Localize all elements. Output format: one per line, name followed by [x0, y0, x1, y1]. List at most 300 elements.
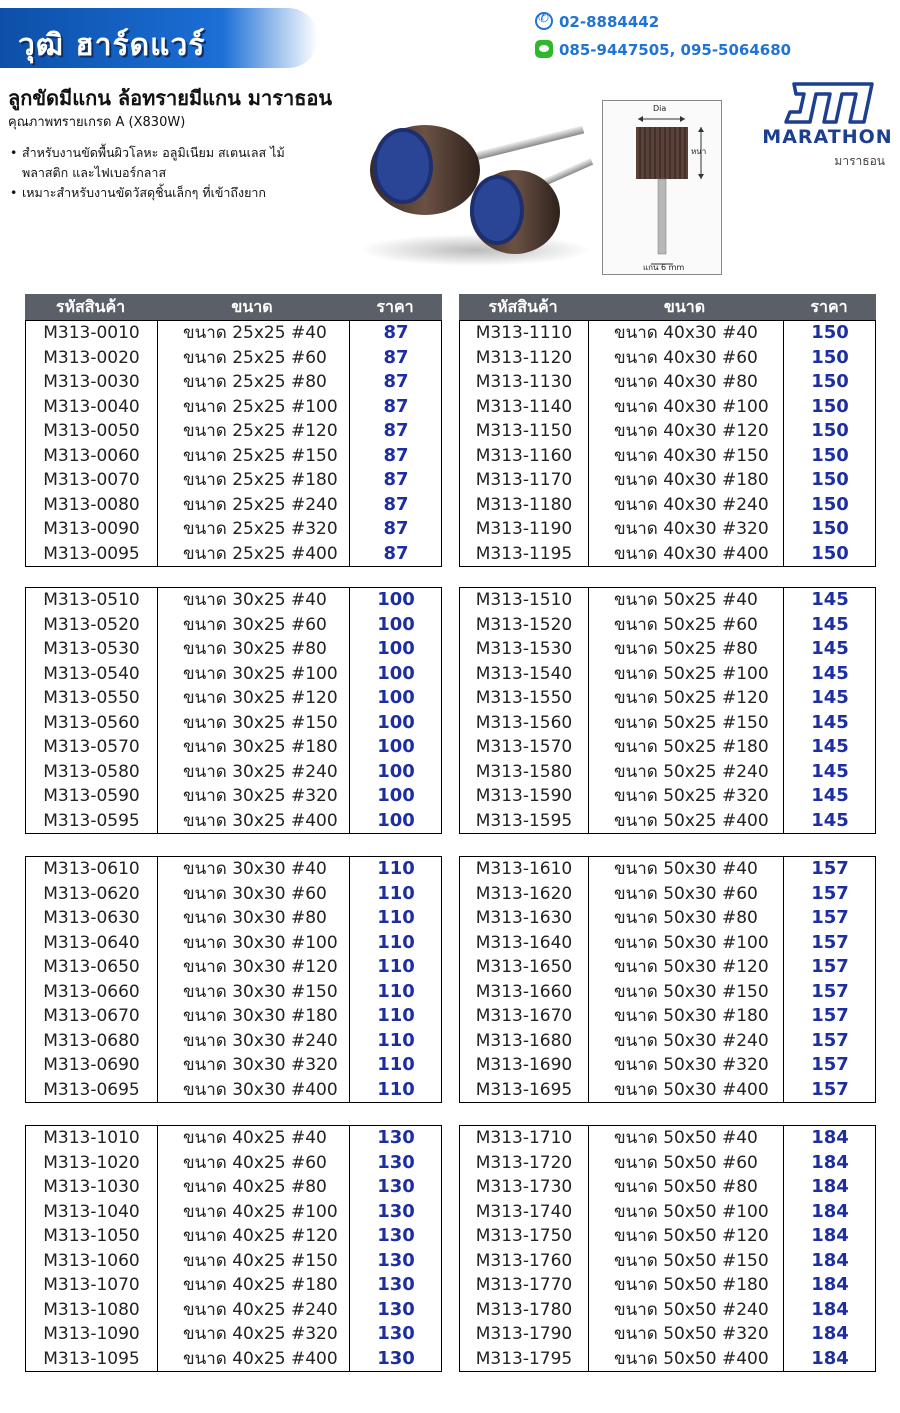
product-price: 100: [377, 589, 415, 610]
table-row: [460, 419, 875, 444]
product-code: M313-1170: [475, 470, 573, 490]
product-code: M313-1690: [475, 1055, 573, 1075]
feature-item-continued: พลาสติก และไฟเบอร์กลาส: [22, 165, 167, 180]
product-size: ขนาด 50x25 #40: [614, 590, 758, 610]
product-price: 157: [811, 1078, 849, 1100]
product-size: ขนาด 30x25 #320: [183, 786, 338, 806]
table-row: [460, 809, 875, 834]
table-row: [26, 1298, 441, 1323]
product-price: 130: [377, 1298, 415, 1320]
product-code: M313-1190: [475, 519, 573, 539]
table-row: [26, 1151, 441, 1176]
table-row: [26, 1273, 441, 1298]
product-price: 150: [811, 346, 849, 368]
product-size: ขนาด 50x25 #150: [614, 712, 769, 733]
product-code: M313-1510: [475, 590, 573, 610]
product-price: 184: [811, 1176, 849, 1197]
table-row: [460, 370, 875, 395]
product-size: ขนาด 50x50 #240: [614, 1299, 769, 1320]
product-price: 157: [811, 931, 849, 953]
product-price: 87: [383, 322, 409, 343]
product-size: ขนาด 50x30 #400: [614, 1079, 769, 1100]
product-price: 100: [377, 736, 415, 757]
product-size: ขนาด 40x30 #320: [614, 519, 769, 539]
table-row: [26, 857, 441, 882]
table-row: [26, 662, 441, 687]
product-size: ขนาด 50x30 #180: [614, 1006, 769, 1026]
product-price: 157: [811, 980, 849, 1002]
table-row: [460, 613, 875, 638]
product-size: ขนาด 25x25 #40: [183, 323, 327, 343]
table-row: [26, 493, 441, 518]
product-size: ขนาด 30x30 #40: [183, 859, 327, 879]
product-size: ขนาด 25x25 #150: [183, 445, 338, 466]
product-code: M313-1060: [43, 1250, 140, 1271]
product-price: 87: [383, 444, 409, 466]
table-row: [460, 711, 875, 736]
table-row: [460, 980, 875, 1005]
marathon-logo-mark-icon: [780, 82, 875, 124]
table-row: [26, 1078, 441, 1103]
product-price: 145: [811, 638, 849, 659]
price-table-block: [25, 856, 442, 1103]
table-row: [26, 1322, 441, 1347]
product-size: ขนาด 40x30 #180: [614, 470, 769, 490]
table-row: [26, 1029, 441, 1054]
page-subtitle: คุณภาพทรายเกรด A (X830W): [8, 115, 186, 130]
price-table-block: [459, 320, 876, 567]
table-row: [26, 517, 441, 542]
product-photo: [345, 100, 595, 270]
table-row: [460, 735, 875, 760]
product-price: 100: [377, 638, 415, 659]
product-price: 87: [383, 371, 409, 392]
phone-number: 02-8884442: [559, 13, 660, 31]
product-size: ขนาด 50x25 #180: [614, 737, 769, 757]
product-code: M313-0070: [43, 470, 140, 490]
product-price: 130: [377, 1200, 415, 1222]
product-size: ขนาด 30x30 #180: [183, 1006, 338, 1026]
table-row: [26, 419, 441, 444]
header-size: ขนาด: [231, 297, 273, 316]
table-row: [460, 662, 875, 687]
product-price: 100: [377, 785, 415, 806]
product-price: 100: [377, 687, 415, 708]
product-code: M313-1740: [475, 1201, 573, 1222]
product-size: ขนาด 40x30 #40: [614, 323, 758, 343]
product-size: ขนาด 30x30 #400: [183, 1079, 338, 1100]
table-row: [460, 588, 875, 613]
line-contact[interactable]: [535, 40, 791, 59]
header-code: รหัสสินค้า: [55, 297, 126, 316]
product-size: ขนาด 50x30 #150: [614, 981, 769, 1002]
table-row: [26, 1004, 441, 1029]
table-row: [26, 711, 441, 736]
table-header-left: [25, 294, 442, 320]
brand-name: วุฒิ ฮาร์ดแวร์: [18, 28, 206, 63]
table-row: [26, 468, 441, 493]
product-code: M313-0095: [43, 543, 140, 564]
product-code: M313-1120: [475, 347, 573, 368]
product-code: M313-1750: [475, 1226, 573, 1246]
product-price: 184: [811, 1151, 849, 1173]
product-size: ขนาด 30x25 #40: [183, 590, 327, 610]
product-size: ขนาด 50x25 #400: [614, 810, 769, 831]
phone-contact[interactable]: [535, 12, 659, 31]
table-row: [26, 1126, 441, 1151]
product-code: M313-1695: [475, 1079, 573, 1100]
product-price: 110: [377, 858, 415, 879]
product-code: M313-0650: [43, 957, 140, 977]
product-price: 110: [377, 907, 415, 928]
product-price: 100: [377, 809, 415, 831]
table-row: [460, 1126, 875, 1151]
product-price: 87: [383, 420, 409, 441]
line-app-icon: [535, 40, 553, 58]
product-price: 110: [377, 980, 415, 1002]
product-code: M313-0630: [43, 908, 140, 928]
product-price: 87: [383, 542, 409, 564]
product-size: ขนาด 50x50 #60: [614, 1152, 758, 1173]
product-code: M313-1070: [43, 1275, 140, 1295]
product-size: ขนาด 50x25 #120: [614, 688, 769, 708]
table-row: [460, 1298, 875, 1323]
product-price: 150: [811, 371, 849, 392]
product-code: M313-1195: [475, 543, 573, 564]
product-code: M313-1795: [475, 1348, 573, 1369]
product-price: 110: [377, 956, 415, 977]
product-size: ขนาด 40x30 #100: [614, 396, 769, 417]
product-price: 130: [377, 1176, 415, 1197]
table-row: [26, 444, 441, 469]
table-row: [460, 955, 875, 980]
phone-icon: [535, 12, 553, 30]
product-price: 130: [377, 1274, 415, 1295]
product-code: M313-1530: [475, 639, 573, 659]
product-price: 110: [377, 1078, 415, 1100]
product-size: ขนาด 40x30 #60: [614, 347, 758, 368]
product-size: ขนาด 40x25 #150: [183, 1250, 338, 1271]
product-size: ขนาด 50x50 #180: [614, 1275, 769, 1295]
table-row: [460, 1078, 875, 1103]
product-code: M313-1050: [43, 1226, 140, 1246]
product-code: M313-1720: [475, 1152, 573, 1173]
product-size: ขนาด 40x30 #150: [614, 445, 769, 466]
product-size: ขนาด 50x50 #320: [614, 1324, 769, 1344]
product-code: M313-0595: [43, 810, 140, 831]
product-code: M313-1140: [475, 396, 573, 417]
price-table-block: [459, 1125, 876, 1372]
feature-item: • เหมาะสำหรับงานขัดวัสดุชิ้นเล็กๆ ที่เข้าถึงยาก: [8, 183, 285, 203]
top-header: [0, 0, 900, 76]
table-header-right: [459, 294, 876, 320]
table-row: [26, 955, 441, 980]
product-size: ขนาด 30x30 #150: [183, 981, 338, 1002]
product-price: 157: [811, 1029, 849, 1051]
table-row: [26, 1200, 441, 1225]
table-row: [26, 784, 441, 809]
product-code: M313-0660: [43, 981, 140, 1002]
product-code: M313-1010: [43, 1128, 140, 1148]
product-size: ขนาด 50x50 #400: [614, 1348, 769, 1369]
product-size: ขนาด 40x30 #80: [614, 372, 758, 392]
product-price: 87: [383, 493, 409, 515]
product-price: 110: [377, 1029, 415, 1051]
feature-item: • สำหรับงานขัดพื้นผิวโลหะ อลูมิเนียม สเตนเลส ไม้: [8, 143, 285, 163]
product-price: 184: [811, 1298, 849, 1320]
product-price: 157: [811, 956, 849, 977]
product-code: M313-1710: [475, 1128, 573, 1148]
product-size: ขนาด 50x30 #320: [614, 1055, 769, 1075]
product-code: M313-0050: [43, 421, 140, 441]
table-row: [26, 809, 441, 834]
product-code: M313-0030: [43, 372, 140, 392]
table-row: [460, 542, 875, 567]
product-code: M313-1640: [475, 932, 573, 953]
table-row: [26, 686, 441, 711]
product-code: M313-1095: [43, 1348, 140, 1369]
product-size: ขนาด 40x25 #40: [183, 1128, 327, 1148]
product-size: ขนาด 40x25 #240: [183, 1299, 338, 1320]
product-price: 145: [811, 662, 849, 684]
product-code: M313-1790: [475, 1324, 573, 1344]
product-code: M313-0550: [43, 688, 140, 708]
product-size: ขนาด 30x25 #80: [183, 639, 327, 659]
table-row: [26, 735, 441, 760]
marathon-logo: [760, 82, 895, 172]
product-code: M313-1780: [475, 1299, 573, 1320]
product-price: 87: [383, 395, 409, 417]
line-numbers: 085-9447505, 095-5064680: [559, 41, 792, 59]
product-size: ขนาด 30x30 #240: [183, 1030, 338, 1051]
table-row: [26, 1175, 441, 1200]
header-price: ราคา: [376, 297, 414, 316]
product-size: ขนาด 30x25 #400: [183, 810, 338, 831]
product-size: ขนาด 30x30 #100: [183, 932, 338, 953]
product-code: M313-1030: [43, 1177, 140, 1197]
product-price: 150: [811, 542, 849, 564]
product-price: 150: [811, 444, 849, 466]
diameter-label: Dia: [653, 104, 667, 113]
page-title: ลูกขัดมีแกน ล้อทรายมีแกน มาราธอน: [8, 86, 333, 110]
product-size: ขนาด 50x30 #120: [614, 957, 769, 977]
product-code: M313-0540: [43, 663, 140, 684]
product-size: ขนาด 40x25 #120: [183, 1226, 338, 1246]
product-price: 130: [377, 1323, 415, 1344]
product-code: M313-1130: [475, 372, 573, 392]
dimension-diagram: [602, 100, 722, 275]
product-price: 130: [377, 1347, 415, 1369]
product-price: 157: [811, 882, 849, 904]
product-price: 150: [811, 395, 849, 417]
table-row: [460, 493, 875, 518]
price-table-block: [25, 320, 442, 567]
product-size: ขนาด 50x25 #60: [614, 614, 758, 635]
table-row: [26, 1249, 441, 1274]
product-price: 145: [811, 613, 849, 635]
table-row: [26, 980, 441, 1005]
product-price: 145: [811, 687, 849, 708]
product-code: M313-0040: [43, 396, 140, 417]
product-code: M313-1660: [475, 981, 573, 1002]
product-size: ขนาด 50x30 #80: [614, 908, 758, 928]
table-row: [460, 1200, 875, 1225]
product-price: 145: [811, 589, 849, 610]
product-price: 145: [811, 736, 849, 757]
product-price: 100: [377, 662, 415, 684]
table-row: [26, 882, 441, 907]
product-price: 87: [383, 469, 409, 490]
product-code: M313-1560: [475, 712, 573, 733]
product-size: ขนาด 25x25 #100: [183, 396, 338, 417]
product-size: ขนาด 30x25 #100: [183, 663, 338, 684]
product-size: ขนาด 30x30 #120: [183, 957, 338, 977]
table-row: [26, 1347, 441, 1372]
product-price: 157: [811, 1005, 849, 1026]
product-size: ขนาด 40x25 #400: [183, 1348, 338, 1369]
product-price: 157: [811, 907, 849, 928]
product-price: 130: [377, 1249, 415, 1271]
product-code: M313-1540: [475, 663, 573, 684]
product-size: ขนาด 25x25 #320: [183, 519, 338, 539]
product-size: ขนาด 50x30 #40: [614, 859, 758, 879]
product-price: 157: [811, 858, 849, 879]
product-price: 100: [377, 760, 415, 782]
table-row: [460, 857, 875, 882]
product-size: ขนาด 50x50 #120: [614, 1226, 769, 1246]
product-code: M313-1620: [475, 883, 573, 904]
product-size: ขนาด 30x25 #240: [183, 761, 338, 782]
logo-thai-name: มาราธอน: [834, 154, 885, 168]
product-code: M313-1580: [475, 761, 573, 782]
table-row: [460, 637, 875, 662]
product-price: 157: [811, 1054, 849, 1075]
product-price: 184: [811, 1225, 849, 1246]
product-size: ขนาด 30x25 #150: [183, 712, 338, 733]
table-row: [26, 637, 441, 662]
product-code: M313-1150: [475, 421, 573, 441]
table-row: [460, 760, 875, 785]
product-size: ขนาด 40x30 #120: [614, 421, 769, 441]
product-price: 184: [811, 1323, 849, 1344]
table-row: [26, 1053, 441, 1078]
table-row: [460, 468, 875, 493]
product-code: M313-0695: [43, 1079, 140, 1100]
table-row: [460, 1347, 875, 1372]
table-row: [460, 517, 875, 542]
table-row: [460, 931, 875, 956]
product-size: ขนาด 30x25 #120: [183, 688, 338, 708]
product-code: M313-0090: [43, 519, 140, 539]
table-row: [26, 906, 441, 931]
product-price: 110: [377, 931, 415, 953]
product-price: 145: [811, 809, 849, 831]
product-size: ขนาด 25x25 #180: [183, 470, 338, 490]
product-price: 184: [811, 1274, 849, 1295]
price-table-block: [459, 856, 876, 1103]
product-size: ขนาด 25x25 #120: [183, 421, 338, 441]
product-code: M313-0640: [43, 932, 140, 953]
product-code: M313-1610: [475, 859, 573, 879]
product-size: ขนาด 40x25 #180: [183, 1275, 338, 1295]
product-code: M313-1650: [475, 957, 573, 977]
product-size: ขนาด 30x25 #180: [183, 737, 338, 757]
product-size: ขนาด 40x30 #240: [614, 494, 769, 515]
product-code: M313-1520: [475, 614, 573, 635]
header-price: ราคา: [810, 297, 848, 316]
product-size: ขนาด 50x25 #240: [614, 761, 769, 782]
product-size: ขนาด 25x25 #80: [183, 372, 327, 392]
product-size: ขนาด 25x25 #400: [183, 543, 338, 564]
table-row: [460, 444, 875, 469]
product-code: M313-0680: [43, 1030, 140, 1051]
product-size: ขนาด 25x25 #240: [183, 494, 338, 515]
product-size: ขนาด 40x25 #60: [183, 1152, 327, 1173]
product-code: M313-0510: [43, 590, 140, 610]
table-row: [460, 1004, 875, 1029]
product-price: 150: [811, 493, 849, 515]
product-code: M313-0010: [43, 323, 140, 343]
price-table-block: [459, 587, 876, 834]
product-size: ขนาด 50x50 #100: [614, 1201, 769, 1222]
product-size: ขนาด 30x30 #80: [183, 908, 327, 928]
product-code: M313-0620: [43, 883, 140, 904]
product-code: M313-1590: [475, 786, 573, 806]
table-row: [26, 931, 441, 956]
product-price: 87: [383, 346, 409, 368]
product-size: ขนาด 25x25 #60: [183, 347, 327, 368]
product-code: M313-1570: [475, 737, 573, 757]
product-code: M313-1730: [475, 1177, 573, 1197]
product-size: ขนาด 50x25 #320: [614, 786, 769, 806]
product-code: M313-0520: [43, 614, 140, 635]
product-size: ขนาด 50x25 #80: [614, 639, 758, 659]
product-code: M313-0590: [43, 786, 140, 806]
header-code: รหัสสินค้า: [488, 297, 558, 316]
product-size: ขนาด 40x25 #80: [183, 1177, 327, 1197]
product-price: 184: [811, 1249, 849, 1271]
product-price: 100: [377, 711, 415, 733]
thickness-label: หนา: [691, 147, 707, 156]
product-size: ขนาด 50x30 #60: [614, 883, 758, 904]
product-code: M313-0060: [43, 445, 140, 466]
product-price: 184: [811, 1200, 849, 1222]
feature-list: [8, 143, 285, 203]
product-code: M313-1630: [475, 908, 573, 928]
product-price: 184: [811, 1347, 849, 1369]
product-code: M313-1110: [475, 323, 573, 343]
product-size: ขนาด 50x25 #100: [614, 663, 769, 684]
product-price: 110: [377, 882, 415, 904]
product-price: 145: [811, 785, 849, 806]
product-size: ขนาด 40x25 #320: [183, 1324, 338, 1344]
product-code: M313-0570: [43, 737, 140, 757]
product-price: 100: [377, 613, 415, 635]
table-row: [460, 1053, 875, 1078]
table-row: [460, 906, 875, 931]
product-size: ขนาด 40x30 #400: [614, 543, 769, 564]
product-code: M313-0610: [43, 859, 140, 879]
product-size: ขนาด 50x50 #80: [614, 1177, 758, 1197]
brand-banner: [0, 8, 318, 68]
product-price: 145: [811, 760, 849, 782]
product-price: 184: [811, 1127, 849, 1148]
table-row: [460, 1029, 875, 1054]
product-code: M313-0670: [43, 1006, 140, 1026]
table-row: [26, 1224, 441, 1249]
product-price: 130: [377, 1151, 415, 1173]
table-row: [460, 1151, 875, 1176]
